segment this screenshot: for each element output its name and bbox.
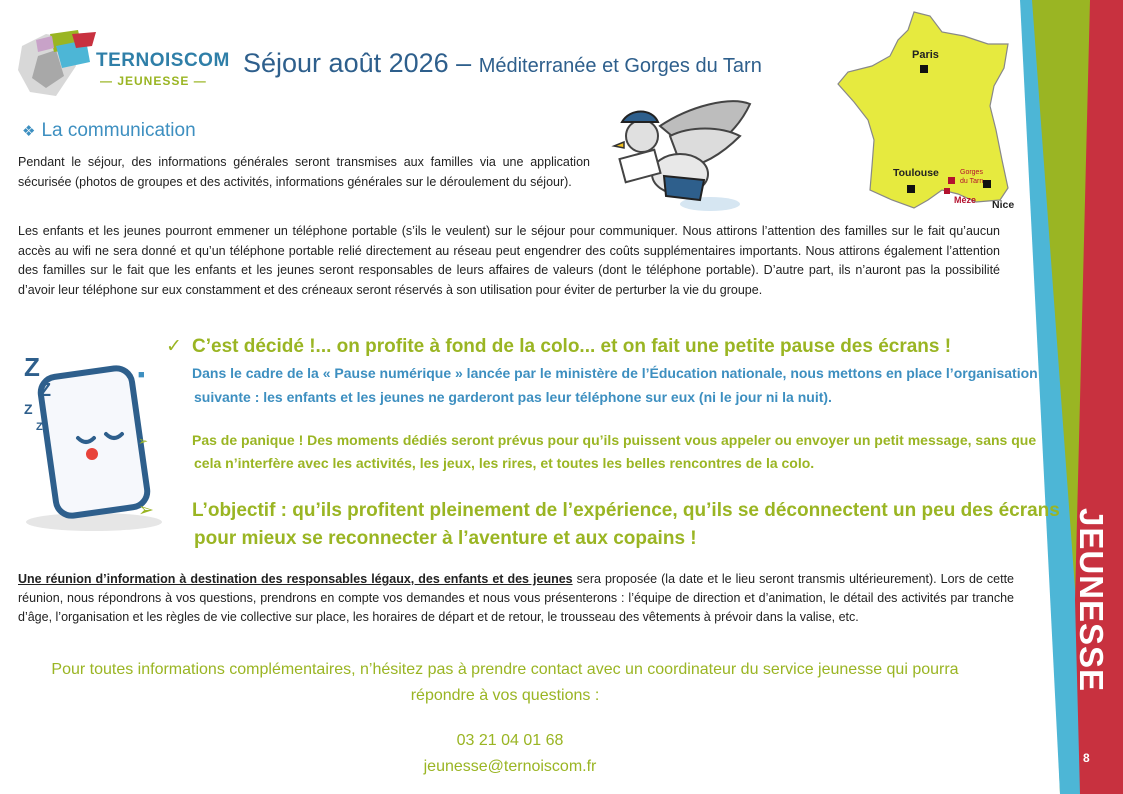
bullet-goal: ➢ L’objectif : qu’ils profitent pleinement de l’expérience, qu’ils se déconnectent un peu des écrans pour mieux se reconnecter à l’aventure et aux copains ! xyxy=(166,497,1064,553)
contact-text: Pour toutes informations complémentaires, n’hésitez pas à prendre contact avec un coordinateur du service jeunesse qui pourra répondre à vos questions : xyxy=(51,661,959,704)
bullet-panic: ➢ Pas de panique ! Des moments dédiés seront prévus pour qu’ils puissent vous appeler ou envoyer un petit message, sans que cela n’interfère avec les activités, les jeux, les rires, et toutes les belles rencontres de la colo. xyxy=(138,432,1037,471)
bullet-pause: ■ Dans le cadre de la « Pause numérique » lancée par le ministère de l’Éducation nationale, nous mettons en place l’organisation suivante : les enfants et les jeunes ne garderont pas leur téléphone sur eux (ni le jour ni la nuit). xyxy=(138,365,1038,405)
page-subtitle: Méditerranée et Gorges du Tarn xyxy=(478,55,762,77)
gorges-label-2: du Tarn xyxy=(960,178,984,185)
svg-text:Z: Z xyxy=(36,421,43,433)
check-icon: ✓ xyxy=(166,336,182,357)
pigeon-illustration xyxy=(600,96,765,216)
paris-label: Paris xyxy=(912,49,939,61)
svg-text:Z: Z xyxy=(24,352,40,382)
square-bullet-icon: ■ xyxy=(138,369,145,381)
nice-marker xyxy=(983,180,991,188)
page-title: Séjour août 2026 – Méditerranée et Gorges du Tarn xyxy=(243,48,762,78)
toulouse-label: Toulouse xyxy=(893,167,939,179)
toulouse-marker xyxy=(907,185,915,193)
france-map xyxy=(832,10,1022,215)
bullet-decided: ✓ C’est décidé !... on profite à fond de la colo... et on fait une petite pause des écrans ! xyxy=(166,336,952,357)
paragraph-app: Pendant le séjour, des informations générales seront transmises aux familles via une application sécurisée (photos de groupes et des activités, informations générales sur le déroulement du séjour). xyxy=(18,155,590,189)
paragraph-phone: Les enfants et les jeunes pourront emmener un téléphone portable (s’ils le veulent) sur le séjour pour communiquer. Nous attirons l’attention des familles sur le fait qu’aucun accès au wifi ne sera donné et qu’un téléphone portable relié directement au réseau peut engendrer des coûts supplémentaires importants. Nous attirons également l’attention des familles sur le fait que les enfants et les jeunes seront responsables de leurs affaires de valeurs (dont le téléphone portable). D’autre part, ils n’auront pas la possibilité d’avoir leur téléphone sur eux constamment et des créneaux seront réservés à son utilisation pour éviter de perturber la vie du groupe. xyxy=(18,224,1000,297)
section-heading: ❖ La communication xyxy=(22,120,196,141)
page-number: 8 xyxy=(1083,751,1090,765)
svg-text:Z: Z xyxy=(40,380,51,400)
meze-marker xyxy=(944,188,950,194)
sidebar-label: JEUNESSE xyxy=(1073,507,1110,693)
paragraph-meeting: Une réunion d’information à destination des responsables légaux, des enfants et des jeunes sera proposée (la date et le lieu seront transmis ultérieurement). Lors de cette réunion, nous répondrons à vos questions, prendrons en compte vos demandes et nous vous présenterons : l’équipe de direction et d’animation, le détail des activités par tranche d’âge, l’organisation et les règles de vie collective sur place, les horaires de départ et de retour, le trousseau des vêtements à prévoir dans la valise, etc. xyxy=(18,572,1014,624)
contact-email[interactable]: jeunesse@ternoiscom.fr xyxy=(423,758,597,775)
gorges-marker xyxy=(948,177,955,184)
meze-label: Mèze xyxy=(954,195,977,205)
diamond-bullet-icon: ❖ xyxy=(22,123,36,140)
gorges-label-1: Gorges xyxy=(960,169,983,176)
svg-text:Z: Z xyxy=(24,401,33,417)
logo-graphic xyxy=(16,26,102,102)
arrow-bullet-icon: ➢ xyxy=(138,500,154,521)
paris-marker xyxy=(920,65,928,73)
contact-phone[interactable]: 03 21 04 01 68 xyxy=(456,732,564,749)
logo-name: TERNOISCOM xyxy=(96,50,230,71)
nice-label: Nice xyxy=(992,199,1015,211)
arrow-bullet-icon: ➢ xyxy=(138,434,149,448)
logo-subtitle: — JEUNESSE — xyxy=(100,74,207,88)
